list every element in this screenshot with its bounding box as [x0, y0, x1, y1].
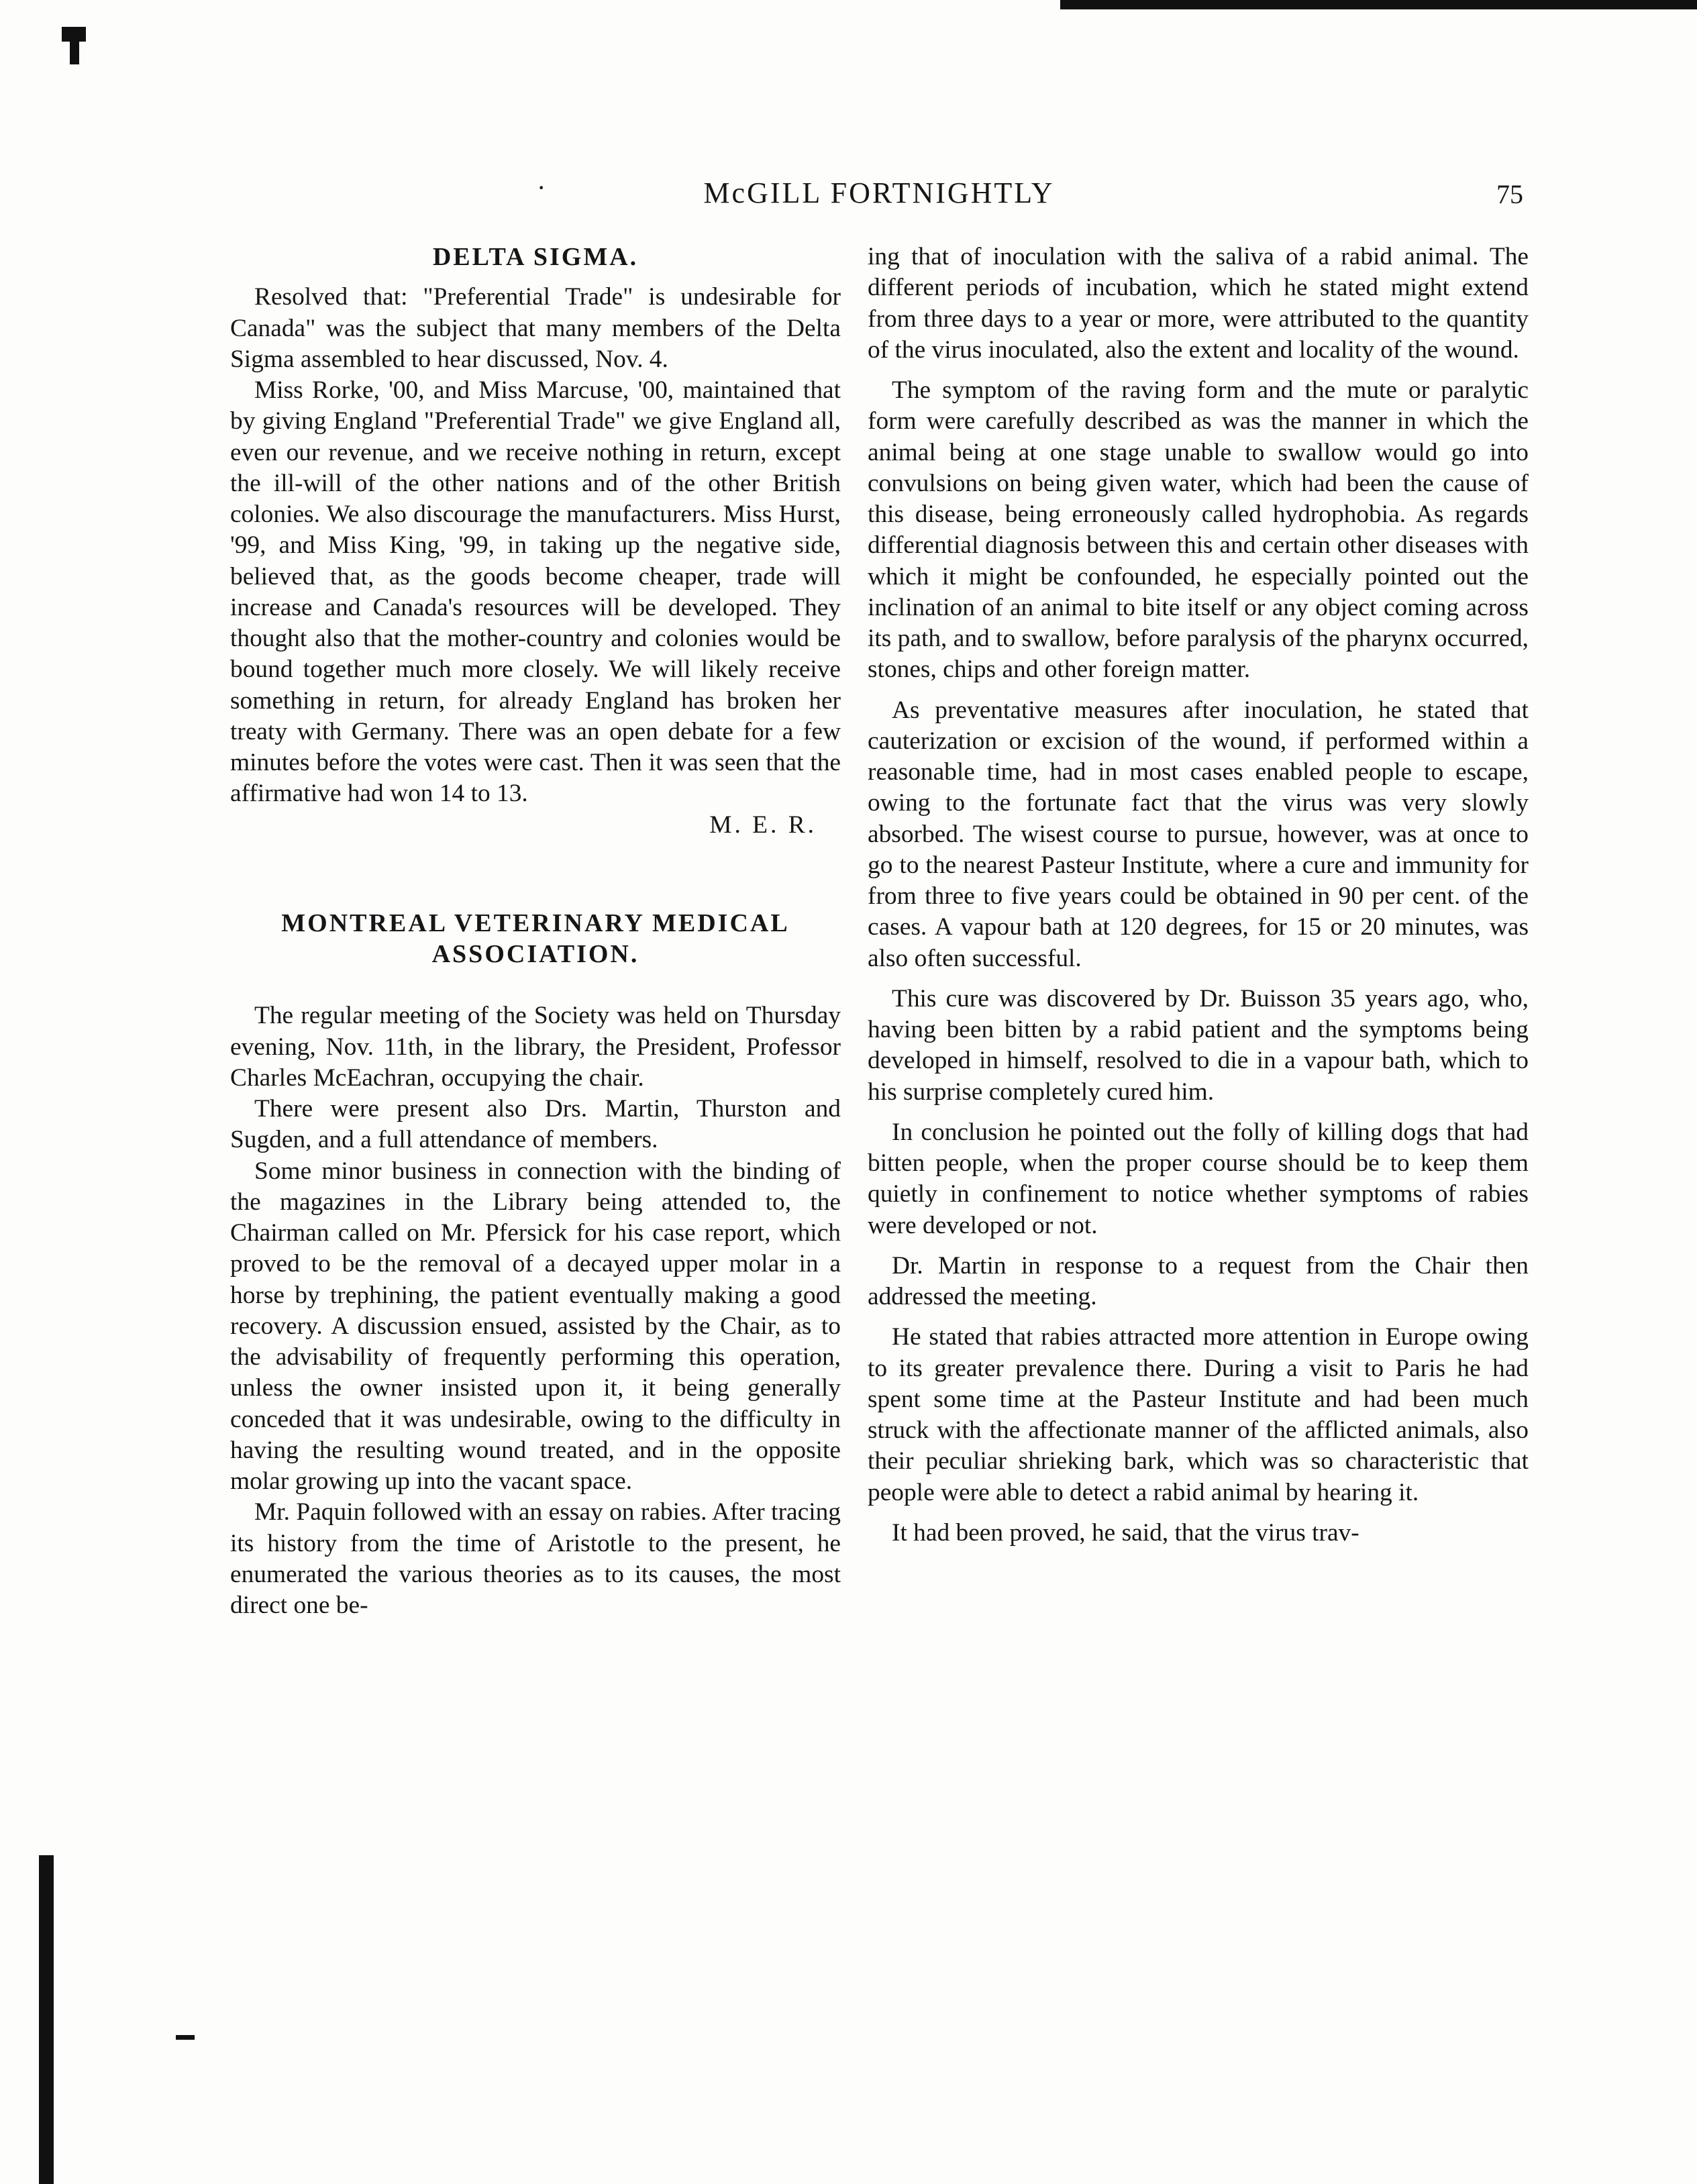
paragraph: The symptom of the raving form and the mute or paralytic form were carefully described as was the manner in which the animal being at one stage unable to swallow would go into convulsions on being given water, which had been the cause of this disease, being erroneously called hydrophobia. As regards differential diagnosis between this and certain other diseases with which it might be confounded, he especially pointed out the inclination of an animal to bite itself or any object coming across its path, and to swallow, before paralysis of the pharynx occurred, stones, chips and other foreign matter. [868, 376, 1529, 684]
paragraph: This cure was discovered by Dr. Buisson 35 years ago, who, having been bitten by a rabid patient and the symptoms being developed in himself, resolved to die in a vapour bath, which to his surprise completely cured him. [868, 984, 1529, 1106]
paragraph: Some minor business in connection with the binding of the magazines in the Library being attended to, the Chairman called on Mr. Pfersick for his case report, which proved to be the removal of a decayed upper molar in a horse by trephining, the patient eventually making a good recovery. A discussion ensued, assisted by the Chair, as to the advisability of frequently performing this operation, unless the owner insisted upon it, it being generally conceded that it was undesirable, owing to the difficulty in having the resulting wound treated, and in the opposite molar growing up into the vacant space. [230, 1157, 841, 1495]
paragraph: Mr. Paquin followed with an essay on rabies. After tracing its history from the time of Aristotle to the present, he enumerated the various theories as to its causes, the most direct one be- [230, 1498, 841, 1619]
scan-mark-top-left [62, 27, 86, 42]
page-number: 75 [1496, 179, 1523, 209]
article-heading-veterinary-line1: MONTREAL VETERINARY MEDICAL [281, 908, 790, 937]
article-veterinary-association [230, 908, 841, 1622]
scan-mark-left-dash [176, 2035, 195, 2040]
scan-edge-top-right [1060, 0, 1697, 9]
paragraph-continued: ing that of inoculation with the saliva of a rabid animal. The different periods of incubation, which he stated might extend from three days to a year or more, were attributed to the quantity of the virus inoculated, also the extent and locality of the wound. [868, 243, 1529, 364]
article-signature: M. E. R. [709, 811, 817, 839]
paragraph: There were present also Drs. Martin, Thurston and Sugden, and a full attendance of members. [230, 1095, 841, 1154]
paragraph: It had been proved, he said, that the virus trav- [892, 1518, 1359, 1547]
paragraph: The regular meeting of the Society was held on Thursday evening, Nov. 11th, in the library, the President, Professor Charles McEachran, occupying the chair. [230, 1002, 841, 1092]
running-title: McGILL FORTNIGHTLY [703, 176, 1055, 209]
page-header [221, 172, 1537, 223]
article-heading-delta-sigma: DELTA SIGMA. [432, 243, 639, 271]
paragraph: Dr. Martin in response to a request from the Chair then addressed the meeting. [868, 1251, 1529, 1310]
paragraph: As preventative measures after inoculation, he stated that cauterization or excision of the wound, if performed within a reasonable time, had in most cases enabled people to escape, owing to the fortunate fact that the virus was very slowly absorbed. The wisest course to pursue, however, was at once to go to the nearest Pasteur Institute, where a cure and immunity for from three to five years could be obtained in 90 per cent. of the cases. A vapour bath at 120 degrees, for 15 or 20 minutes, was also often successful. [868, 696, 1529, 972]
scan-edge-left-bottom [39, 1855, 54, 2184]
paragraph: In conclusion he pointed out the folly of killing dogs that had bitten people, when the proper course should be to keep them quietly in confinement to notice whether symptoms of rabies were developed or not. [868, 1118, 1529, 1239]
paragraph: He stated that rabies attracted more attention in Europe owing to its greater prevalence there. During a visit to Paris he had spent some time at the Pasteur Institute and had been much struck with the affectionate manner of the afflicted animals, also their peculiar shrieking bark, which was so characteristic that people were able to detect a rabid animal by hearing it. [868, 1323, 1529, 1506]
article-delta-sigma [230, 242, 841, 841]
scan-mark-top-left-tip [70, 40, 79, 64]
left-column [230, 242, 841, 1621]
paragraph: Resolved that: "Preferential Trade" is undesirable for Canada" was the subject that many members of the Delta Sigma assembled to hear discussed, Nov. 4. [230, 283, 841, 373]
header-dot: · [537, 172, 546, 203]
right-column [868, 242, 1529, 1549]
article-heading-veterinary-line2: ASSOCIATION. [431, 940, 639, 968]
paragraph: Miss Rorke, '00, and Miss Marcuse, '00, maintained that by giving England "Preferential Trade" we give England all, even our revenue, and we receive nothing in return, except the ill-will of the other nations and of the other British colonies. We also discourage the manufacturers. Miss Hurst, '99, and Miss King, '99, in taking up the negative side, believed that, as the goods become cheaper, trade will increase and Canada's resources will be developed. They thought also that the mother-country and colonies would be bound together much more closely. We will likely receive something in return, for already England has broken her treaty with Germany. There was an open debate for a few minutes before the votes were cast. Then it was seen that the affirmative had won 14 to 13. [230, 376, 841, 808]
